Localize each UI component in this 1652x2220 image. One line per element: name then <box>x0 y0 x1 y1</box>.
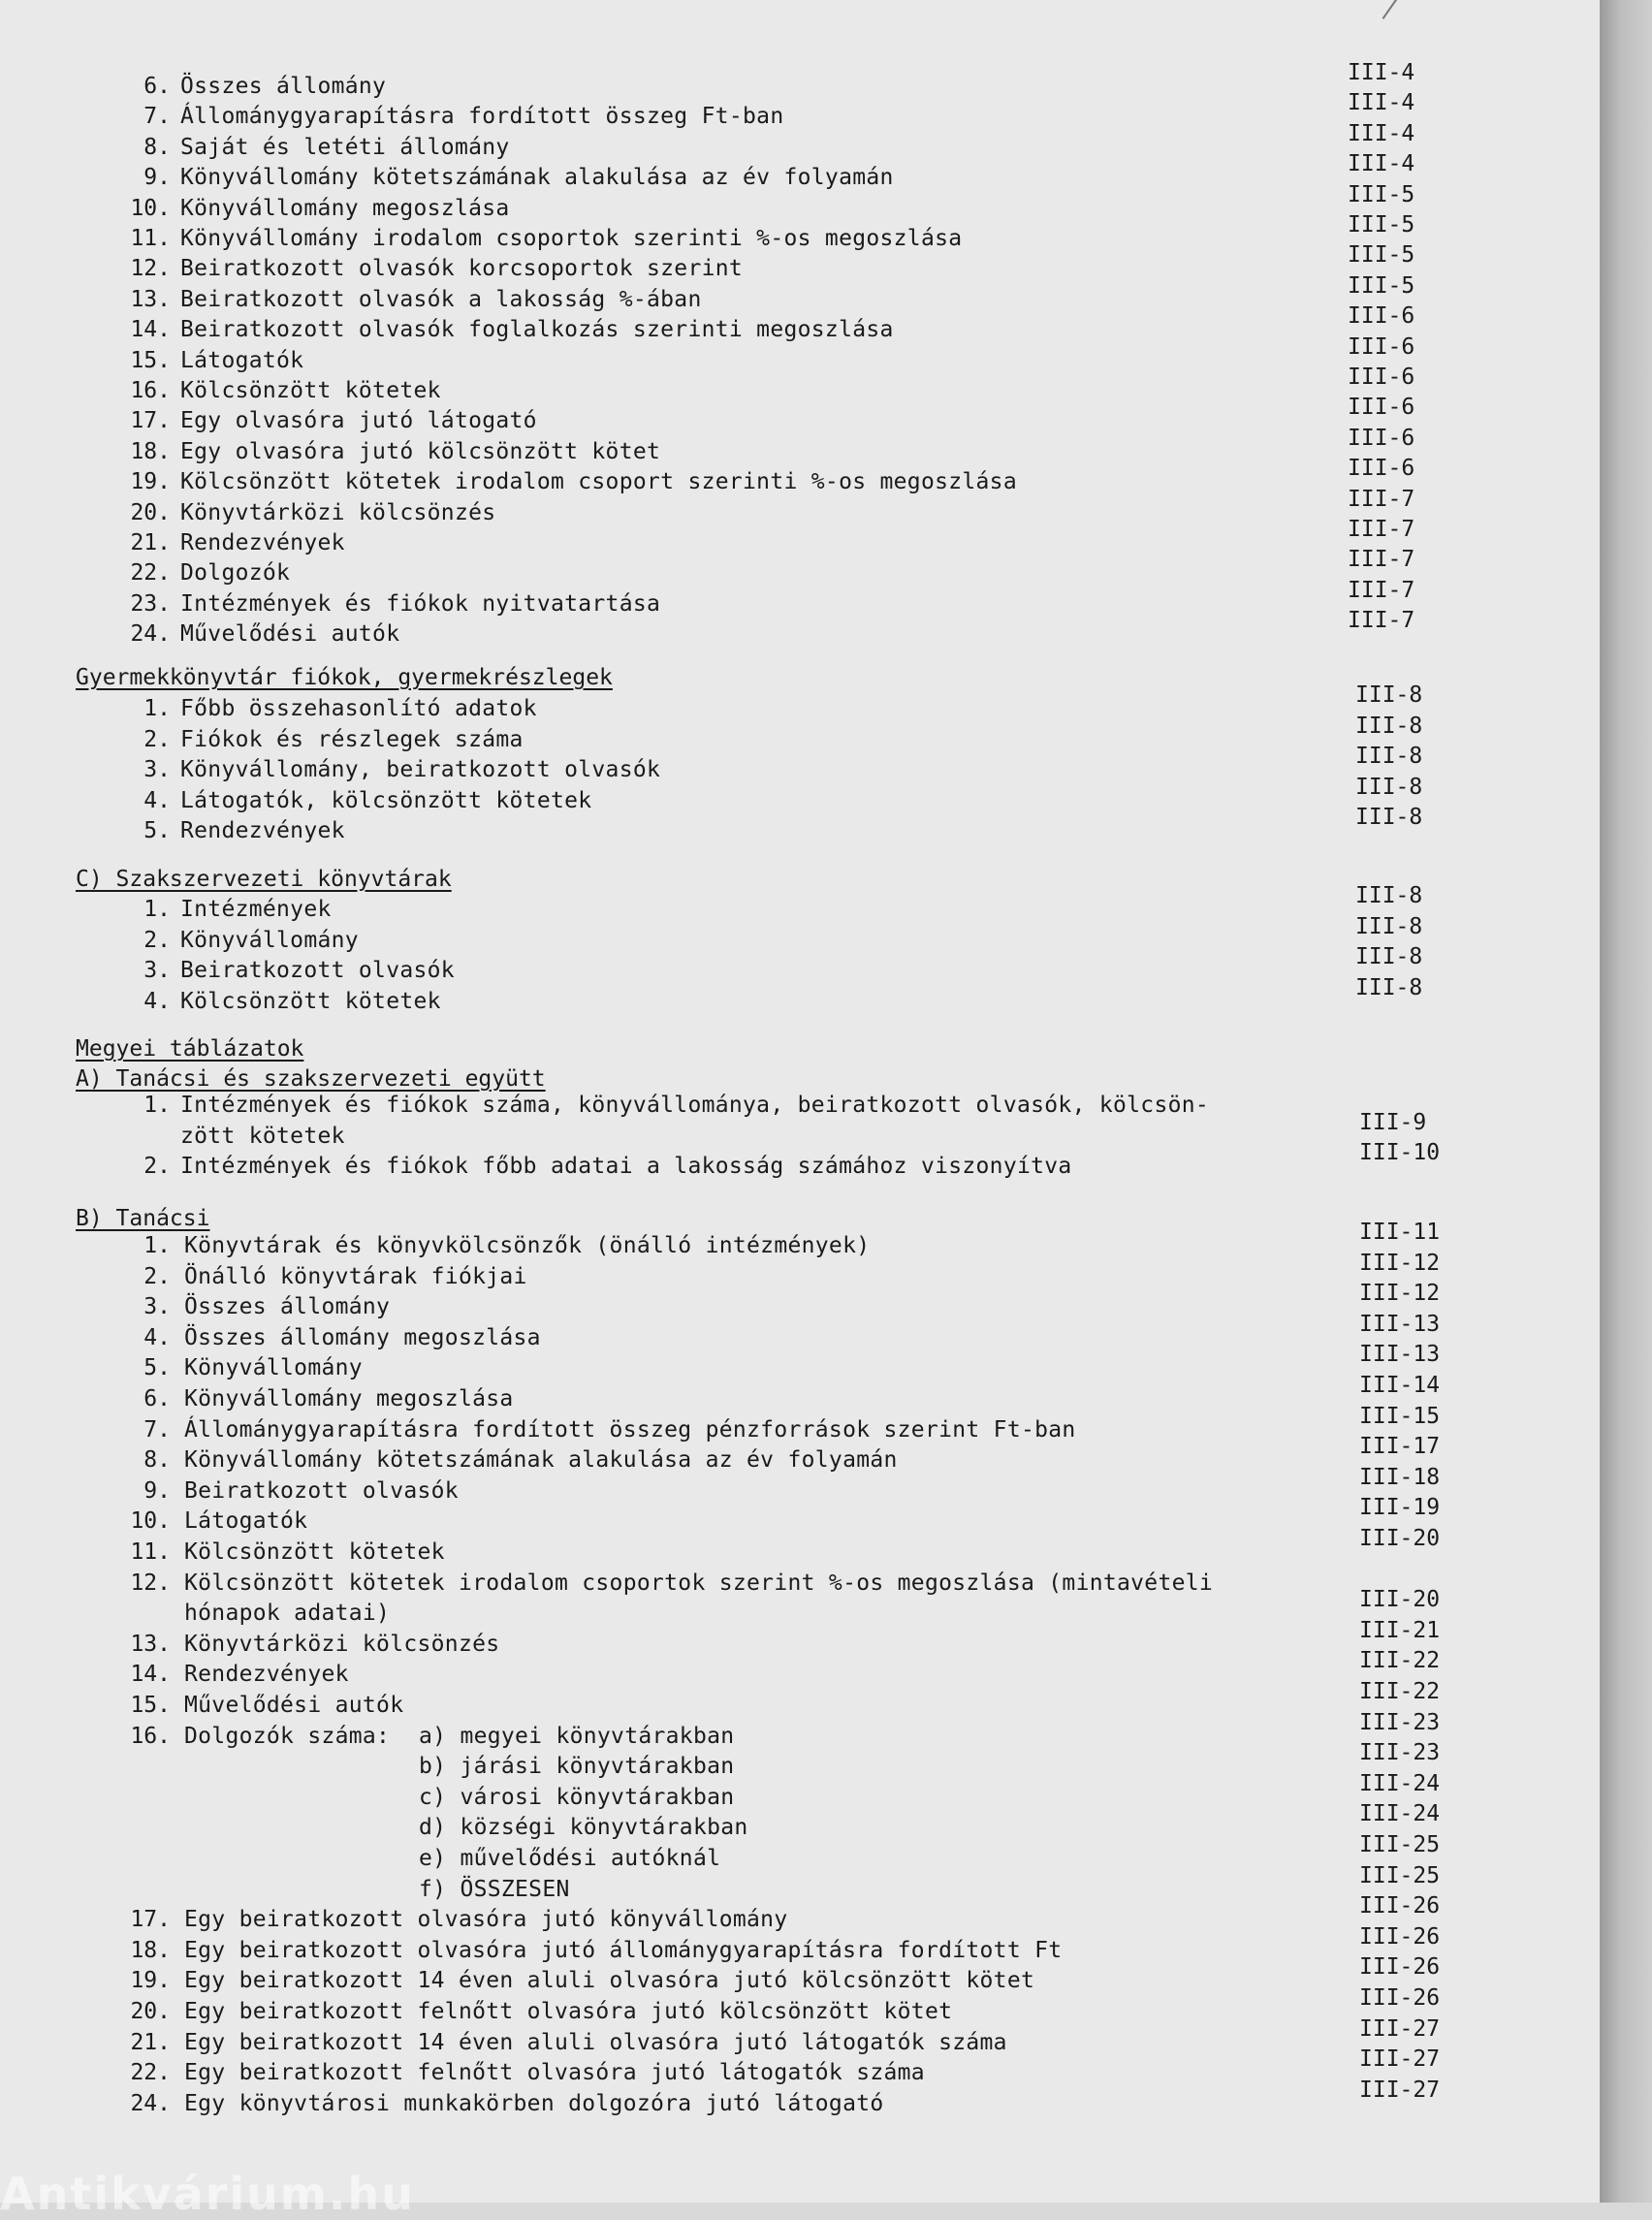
toc-entry-title: Látogatók, kölcsönzött kötetek <box>180 787 592 813</box>
toc-entry-page-ref: III-24 <box>1359 1801 1441 1827</box>
toc-entry-page-ref: III-20 <box>1359 1587 1441 1613</box>
toc-entry-number: 5. <box>143 1355 171 1381</box>
toc-entry-title: Könyvtárak és könyvkölcsönzők (önálló intézmények) <box>184 1233 871 1258</box>
toc-entry-page-ref: III-25 <box>1359 1832 1441 1857</box>
toc-entry-page-ref: III-13 <box>1359 1342 1441 1368</box>
toc-entry-page-ref: III-18 <box>1359 1464 1441 1490</box>
toc-entry-number: 7. <box>143 104 171 130</box>
toc-entry-page-ref: III-8 <box>1355 774 1423 800</box>
toc-entry-subitem: a) megyei könyvtárakban <box>419 1723 735 1749</box>
toc-entry-title: Könyvállomány kötetszámának alakulása az év folyamán <box>180 165 894 191</box>
toc-entry-subitem: c) városi könyvtárakban <box>419 1784 735 1810</box>
toc-entry-number: 2. <box>143 1154 171 1180</box>
toc-entry <box>0 608 1600 650</box>
toc-entry-number: 18. <box>130 438 171 464</box>
toc-dot-leader <box>457 1536 1178 1569</box>
toc-entry <box>0 1089 1600 1149</box>
toc-dot-leader <box>302 556 1178 589</box>
toc-entry-number: 9. <box>143 1477 171 1504</box>
toc-entry <box>0 1140 1600 1183</box>
toc-entry-number: 3. <box>143 757 171 783</box>
toc-entry-title: Intézmények és fiókok száma, könyvállománya, beiratkozott olvasók, kölcsön- <box>180 1093 1210 1118</box>
toc-entry-number: 22. <box>130 560 171 587</box>
toc-dot-leader <box>747 1781 1178 1814</box>
toc-entry-title: Intézmények és fiókok főbb adatai a lakosság számához viszonyítva <box>180 1154 1072 1180</box>
toc-entry-title: Rendezvények <box>180 818 345 844</box>
toc-entry-title: Kölcsönzött kötetek irodalom csoport szerinti %-os megoszlása <box>180 469 1017 495</box>
toc-entry-page-ref: III-8 <box>1355 744 1423 770</box>
toc-entry-number: 20. <box>130 1999 171 2024</box>
toc-entry-title: Egy beiratkozott 14 éven aluli olvasóra jutó látogatók száma <box>184 2029 1007 2055</box>
toc-entry-number: 8. <box>143 1447 171 1474</box>
toc-entry-number: 3. <box>143 958 171 984</box>
toc-dot-leader <box>316 344 1178 377</box>
toc-dot-leader <box>582 1873 1178 1906</box>
toc-dot-leader <box>974 222 1178 255</box>
toc-entry-page-ref: III-26 <box>1359 1893 1441 1919</box>
toc-dot-leader <box>412 618 1178 650</box>
toc-entry-title: Könyvállomány, beiratkozott olvasók <box>180 757 661 783</box>
toc-dot-leader <box>553 1321 1178 1354</box>
toc-entry-title: Összes állomány <box>184 1294 391 1320</box>
toc-entry-page-ref: III-20 <box>1359 1526 1441 1551</box>
section-subheading-county-a: A) Tanácsi és szakszervezeti együtt <box>76 1066 546 1092</box>
toc-entry-title: Egy könyvtárosi munkakörben dolgozóra jutó látogató <box>184 2090 884 2116</box>
toc-dot-leader <box>896 2087 1178 2120</box>
toc-entry-number: 10. <box>130 1508 171 1535</box>
toc-entry-number: 4. <box>143 1324 171 1350</box>
toc-entry-title: Könyvtárközi kölcsönzés <box>184 1631 500 1657</box>
toc-dot-leader <box>604 784 1178 817</box>
toc-entry-title: Egy olvasóra jutó kölcsönzött kötet <box>180 438 661 464</box>
toc-entry-title: Állománygyarapításra fordított összeg pénzforrások szerint Ft-ban <box>184 1416 1076 1443</box>
toc-entry-number: 8. <box>143 134 171 160</box>
toc-entry-number: 15. <box>130 1693 171 1718</box>
toc-entry-page-ref: III-15 <box>1359 1403 1441 1429</box>
toc-entry-number: 12. <box>130 1570 171 1596</box>
toc-dot-leader <box>965 1995 1178 2028</box>
toc-entry-page-ref: III-7 <box>1348 486 1415 512</box>
toc-dot-leader <box>1029 465 1178 498</box>
toc-entry-number: 1. <box>143 696 171 721</box>
toc-entry-number: 23. <box>130 590 171 617</box>
toc-entry-page-ref: III-10 <box>1359 1140 1441 1166</box>
toc-dot-leader <box>357 1120 1178 1153</box>
toc-entry-title: Könyvállomány megoszlása <box>184 1386 514 1411</box>
toc-entry-page-ref: III-5 <box>1348 181 1415 207</box>
toc-entry-page-ref: III-27 <box>1359 2015 1441 2042</box>
toc-entry-title: Könyvállomány irodalom csoportok szerinti %-os megoszlása <box>180 226 963 251</box>
toc-entry-title-continued: zött kötetek <box>180 1123 345 1149</box>
toc-dot-leader <box>402 1597 1178 1630</box>
toc-entry-number: 4. <box>143 787 171 813</box>
toc-entry-page-ref: III-17 <box>1359 1434 1441 1460</box>
toc-dot-leader <box>905 161 1178 194</box>
toc-entry-title: Saját és letéti állomány <box>180 134 510 160</box>
toc-entry-title: Könyvállomány megoszlása <box>180 195 510 221</box>
toc-entry-number: 21. <box>130 2029 171 2055</box>
toc-entry-page-ref: III-25 <box>1359 1862 1441 1888</box>
toc-entry-page-ref: III-19 <box>1359 1495 1441 1521</box>
toc-dot-leader <box>549 404 1178 437</box>
toc-entry-title: Kölcsönzött kötetek <box>184 1539 445 1565</box>
toc-entry-page-ref: III-22 <box>1359 1679 1441 1704</box>
toc-entry-page-ref: III-8 <box>1355 682 1423 708</box>
toc-entry-subitem: f) ÖSSZESEN <box>419 1876 570 1902</box>
toc-entry <box>0 974 1600 1018</box>
toc-entry-title: Beiratkozott olvasók foglalkozás szerinti megoszlása <box>180 317 894 343</box>
toc-entry-number: 20. <box>130 499 171 525</box>
toc-entry <box>0 805 1600 847</box>
toc-entry-number: 3. <box>143 1294 171 1320</box>
toc-entry-page-ref: III-22 <box>1359 1648 1441 1674</box>
toc-entry-subitem: d) községi könyvtárakban <box>419 1815 748 1841</box>
toc-entry-title: Látogatók <box>184 1508 308 1535</box>
toc-entry-page-ref: III-4 <box>1348 120 1415 146</box>
toc-dot-leader <box>937 2056 1178 2089</box>
toc-dot-leader <box>1074 1934 1178 1967</box>
toc-entry-number: 22. <box>130 2060 171 2086</box>
toc-dot-leader <box>357 814 1178 847</box>
toc-dot-leader <box>525 1382 1178 1415</box>
toc-entry-page-ref: III-5 <box>1348 272 1415 299</box>
toc-entry-number: 2. <box>143 1263 171 1289</box>
toc-entry-number: 24. <box>130 621 171 648</box>
toc-entry-title: Rendezvények <box>180 530 345 555</box>
toc-entry-title: Kölcsönzött kötetek irodalom csoportok szerint %-os megoszlása (mintavételi <box>184 1570 1214 1596</box>
toc-entry-title: Beiratkozott olvasók <box>180 958 455 984</box>
toc-entry-title: Egy beiratkozott 14 éven aluli olvasóra jutó kölcsönzött kötet <box>184 1968 1035 1994</box>
toc-entry-title: Intézmények <box>180 897 332 922</box>
toc-entry-number: 17. <box>130 408 171 434</box>
toc-entry-title: Beiratkozott olvasók a lakosság %-ában <box>180 286 702 312</box>
toc-entry <box>0 1567 1600 1627</box>
toc-entry-number: 6. <box>143 74 171 99</box>
toc-entry-number: 14. <box>130 1662 171 1688</box>
toc-entry-page-ref: III-7 <box>1348 517 1415 542</box>
toc-entry-page-ref: III-24 <box>1359 1770 1441 1796</box>
toc-entry-number: 1. <box>143 1233 171 1258</box>
toc-entry-title: Beiratkozott olvasók <box>184 1477 459 1504</box>
toc-entry-page-ref: III-26 <box>1359 1985 1441 2011</box>
toc-entry-title: Összes állomány megoszlása <box>184 1324 541 1350</box>
toc-dot-leader <box>909 1443 1178 1476</box>
toc-entry-page-ref: III-6 <box>1348 456 1415 482</box>
toc-dot-leader <box>714 283 1178 316</box>
toc-entry-number: 5. <box>143 818 171 844</box>
toc-entry-page-ref: III-26 <box>1359 1954 1441 1981</box>
toc-entry-page-ref: III-4 <box>1348 60 1415 85</box>
toc-dot-leader <box>466 954 1178 987</box>
toc-entry-page-ref: III-11 <box>1359 1220 1441 1245</box>
toc-entry-page-ref: III-8 <box>1355 913 1423 939</box>
toc-entry-title: Egy beiratkozott olvasóra jutó állománygyarapításra fordított Ft <box>184 1937 1063 1963</box>
toc-entry-page-ref: III-5 <box>1348 212 1415 238</box>
toc-entry-page-ref: III-23 <box>1359 1740 1441 1766</box>
section-heading-union: C) Szakszervezeti könyvtárak <box>76 867 452 892</box>
toc-dot-leader <box>755 252 1178 285</box>
toc-entry-number: 15. <box>130 347 171 373</box>
toc-dot-leader <box>370 924 1178 957</box>
toc-dot-leader <box>453 374 1178 407</box>
toc-entry-title: Intézmények és fiókok nyitvatartása <box>180 590 661 617</box>
toc-entry-page-ref: III-5 <box>1348 242 1415 269</box>
toc-entry-title: Könyvállomány kötetszámának alakulása az év folyamán <box>184 1447 898 1474</box>
section-heading-children: Gyermekkönyvtár fiókok, gyermekrészlegek <box>76 665 613 690</box>
toc-dot-leader <box>747 1720 1178 1753</box>
toc-dot-leader <box>673 753 1178 786</box>
toc-entry-number: 10. <box>130 195 171 221</box>
toc-entry-page-ref: III-12 <box>1359 1281 1441 1307</box>
toc-entry-number: 1. <box>143 1093 171 1118</box>
toc-entry-page-ref: III-7 <box>1348 577 1415 603</box>
section-heading-county: Megyei táblázatok <box>76 1036 304 1062</box>
toc-entry-number: 11. <box>130 226 171 251</box>
toc-dot-leader <box>320 1505 1178 1538</box>
toc-entry-number: 16. <box>130 378 171 403</box>
toc-dot-leader <box>673 435 1178 468</box>
toc-entry-page-ref: III-6 <box>1348 333 1415 360</box>
toc-entry-page-ref: III-9 <box>1359 1109 1427 1135</box>
toc-dot-leader <box>453 985 1178 1018</box>
toc-entry-page-ref: III-8 <box>1355 883 1423 908</box>
toc-entry-title: Rendezvények <box>184 1662 349 1688</box>
toc-entry-page-ref: III-8 <box>1355 805 1423 831</box>
toc-entry-number: 2. <box>143 927 171 953</box>
toc-entry-page-ref: III-4 <box>1348 151 1415 177</box>
toc-entry-title: Egy beiratkozott olvasóra jutó könyvállomány <box>184 1907 788 1933</box>
toc-entry-number: 17. <box>130 1907 171 1933</box>
toc-dot-leader <box>1088 1413 1178 1446</box>
toc-dot-leader <box>522 192 1178 225</box>
toc-entry-subitem: b) járási könyvtárakban <box>419 1754 735 1780</box>
toc-entry-page-ref: III-7 <box>1348 547 1415 573</box>
toc-entry-page-ref: III-8 <box>1355 944 1423 970</box>
toc-entry-title: Művelődési autók <box>180 621 400 648</box>
toc-dot-leader <box>747 1750 1178 1783</box>
toc-dot-leader <box>796 100 1178 133</box>
toc-entry-title: Egy beiratkozott felnőtt olvasóra jutó látogatók száma <box>184 2060 925 2086</box>
toc-entry-number: 9. <box>143 165 171 191</box>
toc-entry-title: Összes állomány <box>180 74 387 99</box>
toc-entry-number: 16. <box>130 1723 171 1749</box>
toc-entry-number: 19. <box>130 469 171 495</box>
toc-entry-number: 7. <box>143 1416 171 1443</box>
toc-entry-title: Dolgozók száma: <box>184 1723 391 1749</box>
toc-entry-title: Önálló könyvtárak fiókjai <box>184 1263 527 1289</box>
toc-entry-number: 14. <box>130 317 171 343</box>
toc-dot-leader <box>673 587 1178 620</box>
toc-dot-leader <box>733 1842 1178 1875</box>
toc-dot-leader <box>361 1658 1178 1691</box>
toc-entry-title: Állománygyarapításra fordított összeg Ft-ban <box>180 104 784 130</box>
toc-dot-leader <box>905 313 1178 346</box>
toc-entry-page-ref: III-12 <box>1359 1250 1441 1276</box>
toc-entry-page-ref: III-6 <box>1348 303 1415 330</box>
toc-dot-leader <box>1019 2026 1178 2059</box>
toc-dot-leader <box>549 692 1178 725</box>
section-heading-council: B) Tanácsi <box>76 1206 210 1231</box>
toc-entry-number: 11. <box>130 1539 171 1565</box>
watermark: Antikvárium.hu <box>0 2168 415 2220</box>
toc-entry <box>0 1526 1600 1569</box>
toc-dot-leader <box>539 1260 1178 1293</box>
toc-dot-leader <box>508 496 1178 529</box>
toc-dot-leader <box>522 131 1178 164</box>
toc-entry-number: 24. <box>130 2090 171 2116</box>
toc-entry-number: 21. <box>130 530 171 555</box>
toc-entry-number: 12. <box>130 256 171 282</box>
toc-dot-leader <box>398 70 1178 103</box>
toc-entry-number: 18. <box>130 1937 171 1963</box>
toc-entry-page-ref: III-14 <box>1359 1373 1441 1398</box>
toc-entry-number: 6. <box>143 1386 171 1411</box>
toc-entry-title: Beiratkozott olvasók korcsoportok szerint <box>180 256 744 282</box>
toc-dot-leader <box>512 1628 1178 1661</box>
toc-dot-leader <box>1047 1964 1178 1997</box>
toc-entry-title: Egy olvasóra jutó látogató <box>180 408 537 434</box>
page-edge-shadow <box>1600 0 1652 2203</box>
toc-dot-leader <box>343 893 1178 926</box>
toc-entry-title: Látogatók <box>180 347 304 373</box>
toc-dot-leader <box>374 1351 1178 1384</box>
toc-dot-leader <box>800 1903 1178 1936</box>
toc-entry-title: Dolgozók <box>180 560 291 587</box>
toc-entry-page-ref: III-21 <box>1359 1617 1441 1643</box>
toc-entry-number: 19. <box>130 1968 171 1994</box>
toc-entry-page-ref: III-8 <box>1355 974 1423 1000</box>
toc-entry-number: 1. <box>143 897 171 922</box>
toc-dot-leader <box>402 1290 1178 1323</box>
toc-entry-number: 13. <box>130 286 171 312</box>
page-corner-mark <box>1382 0 1401 19</box>
toc-entry-title: Egy beiratkozott felnőtt olvasóra jutó kölcsönzött kötet <box>184 1999 953 2024</box>
toc-entry-page-ref: III-6 <box>1348 365 1415 390</box>
toc-entry-title: Könyvtárközi kölcsönzés <box>180 499 496 525</box>
toc-dot-leader <box>760 1811 1178 1844</box>
toc-dot-leader <box>357 526 1178 559</box>
toc-entry-number: 2. <box>143 726 171 752</box>
toc-entry-page-ref: III-4 <box>1348 90 1415 116</box>
toc-entry-page-ref: III-6 <box>1348 395 1415 421</box>
toc-entry-page-ref: III-26 <box>1359 1923 1441 1950</box>
toc-entry-title: Főbb összehasonlító adatok <box>180 696 537 721</box>
toc-entry-page-ref: III-27 <box>1359 2077 1441 2103</box>
toc-dot-leader <box>882 1229 1178 1262</box>
toc-entry-subitem: e) művelődési autóknál <box>419 1846 721 1871</box>
toc-entry-title: Kölcsönzött kötetek <box>180 988 441 1014</box>
toc-entry-number: 13. <box>130 1631 171 1657</box>
toc-entry-number: 4. <box>143 988 171 1014</box>
toc-entry-title: Művelődési autók <box>184 1693 404 1718</box>
toc-entry-page-ref: III-8 <box>1355 713 1423 739</box>
toc-dot-leader <box>535 723 1178 756</box>
toc-entry-title: Könyvállomány <box>180 927 359 953</box>
toc-entry-page-ref: III-27 <box>1359 2046 1441 2073</box>
toc-entry-page-ref: III-23 <box>1359 1709 1441 1735</box>
toc-entry-title: Kölcsönzött kötetek <box>180 378 441 403</box>
toc-entry-title: Könyvállomány <box>184 1355 363 1381</box>
toc-entry-page-ref: III-7 <box>1348 608 1415 634</box>
toc-dot-leader <box>416 1689 1178 1722</box>
toc-entry-title: Fiókok és részlegek száma <box>180 726 524 752</box>
toc-entry-page-ref: III-6 <box>1348 425 1415 451</box>
toc-entry-title-continued: hónapok adatai) <box>184 1601 391 1627</box>
toc-entry-page-ref: III-13 <box>1359 1311 1441 1337</box>
toc-dot-leader <box>1084 1150 1178 1183</box>
toc-dot-leader <box>470 1475 1178 1507</box>
toc-entry <box>0 2077 1600 2120</box>
